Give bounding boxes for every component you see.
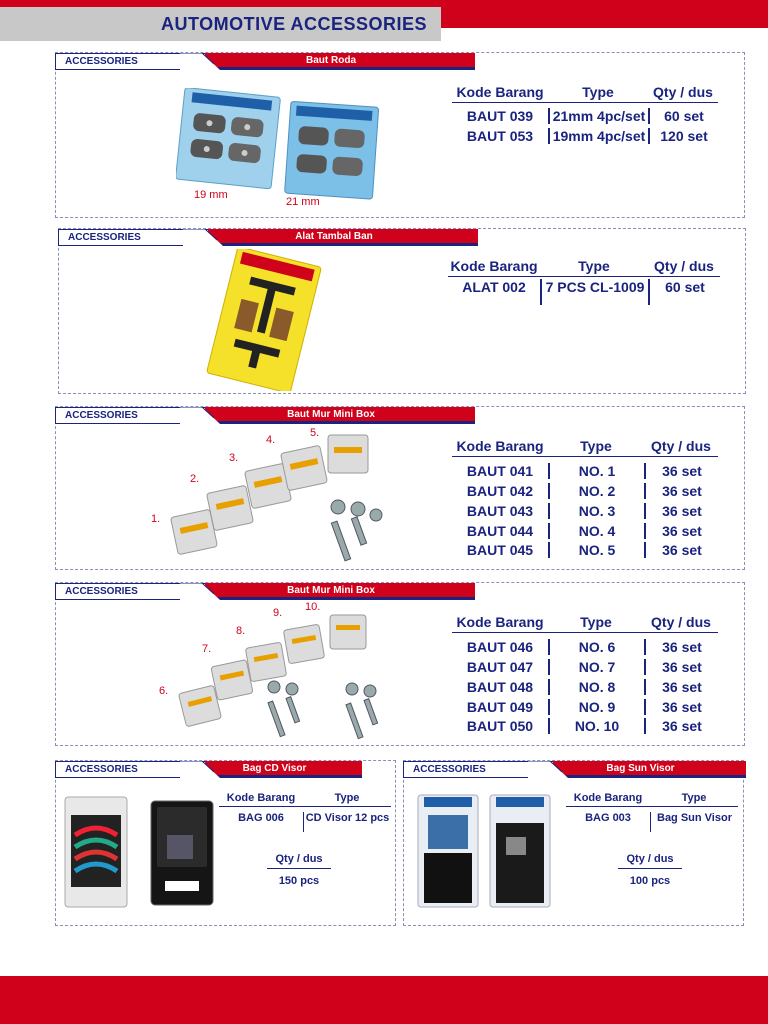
cell-code: BAUT 039	[466, 108, 534, 124]
section-tab	[55, 583, 475, 600]
table-row	[452, 521, 718, 541]
tab-slant-shape	[183, 229, 223, 246]
col-header-type: Type	[582, 83, 614, 100]
bag-table	[566, 791, 738, 832]
tab-category-label: ACCESSORIES	[55, 583, 205, 600]
section-alat-tambal-ban	[58, 228, 746, 394]
table-row	[452, 677, 718, 697]
cell-qty: 36 set	[644, 679, 718, 695]
cell-type: NO. 7	[548, 659, 644, 675]
product-image-mini-box-1-5	[166, 429, 396, 567]
section-baut-mur-mini-box-2	[55, 582, 745, 746]
cell-code: BAUT 053	[466, 128, 534, 144]
cell-type: NO. 8	[548, 679, 644, 695]
product-table	[452, 81, 718, 146]
cell-code: BAUT 041	[466, 463, 534, 479]
col-header-code: Kode Barang	[456, 437, 544, 454]
cell-type: NO. 5	[548, 542, 644, 558]
col-header-type: Type	[580, 437, 612, 454]
tab-category-label: ACCESSORIES	[55, 407, 205, 424]
cell-type: NO. 10	[548, 718, 644, 734]
tab-product-title: Baut Mur Mini Box	[187, 583, 475, 600]
section-tab	[55, 761, 362, 778]
image-label: 19 mm	[194, 189, 228, 201]
section-baut-mur-mini-box-1	[55, 406, 745, 570]
cell-qty: 36 set	[644, 503, 718, 519]
cell-type: NO. 1	[548, 463, 644, 479]
bag-table	[219, 791, 391, 832]
section-bag-sun-visor	[403, 760, 744, 926]
cell-type: 21mm 4pc/set	[548, 108, 648, 124]
col-header-type: Type	[681, 792, 707, 804]
tab-product-title: Bag CD Visor	[187, 761, 362, 778]
cell-qty: 120 set	[648, 128, 718, 144]
product-image-bag-cd-visor	[61, 795, 221, 909]
tab-slant-shape	[180, 53, 220, 70]
cell-qty: 36 set	[644, 483, 718, 499]
cell-code: BAUT 042	[466, 483, 534, 499]
image-label: 21 mm	[286, 196, 320, 208]
cell-code: BAUT 045	[466, 542, 534, 558]
col-header-code: Kode Barang	[456, 83, 544, 100]
col-header-type: Type	[334, 792, 360, 804]
cell-type: 19mm 4pc/set	[548, 128, 648, 144]
section-bag-cd-visor	[55, 760, 396, 926]
qty-block	[618, 853, 682, 887]
tab-category-label: ACCESSORIES	[55, 53, 205, 70]
image-label: 6.	[159, 685, 169, 697]
product-table	[448, 255, 720, 305]
cell-code: BAUT 047	[466, 659, 534, 675]
cell-type: NO. 6	[548, 639, 644, 655]
cell-qty: 60 set	[648, 279, 720, 305]
cell-type: NO. 9	[548, 699, 644, 715]
qty-header: Qty / dus	[267, 853, 331, 869]
section-tab	[403, 761, 746, 778]
table-row	[452, 106, 718, 126]
col-header-qty: Qty / dus	[651, 437, 711, 454]
cell-type: Bag Sun Visor	[650, 812, 738, 832]
col-header-code: Kode Barang	[573, 792, 643, 804]
cell-code: ALAT 002	[462, 279, 526, 295]
cell-code: BAUT 050	[466, 718, 534, 734]
cell-type: NO. 4	[548, 523, 644, 539]
cell-type: CD Visor 12 pcs	[303, 812, 391, 832]
table-row	[452, 697, 718, 717]
table-row	[452, 657, 718, 677]
image-label: 8.	[236, 625, 246, 637]
col-header-qty: Qty / dus	[653, 83, 713, 100]
product-image-alat-tambal-ban	[201, 249, 327, 391]
table-row	[452, 481, 718, 501]
cell-code: BAG 003	[585, 812, 631, 824]
table-header	[566, 791, 738, 807]
cell-code: BAUT 046	[466, 639, 534, 655]
cell-code: BAUT 044	[466, 523, 534, 539]
tab-slant-shape	[528, 761, 568, 778]
image-label: 7.	[202, 643, 212, 655]
table-row	[448, 279, 720, 305]
section-tab	[55, 407, 475, 424]
col-header-qty: Qty / dus	[654, 257, 714, 274]
table-row	[452, 461, 718, 481]
cell-code: BAG 006	[238, 812, 284, 824]
tab-product-title: Baut Roda	[187, 53, 475, 70]
product-table	[452, 435, 718, 559]
cell-type: NO. 2	[548, 483, 644, 499]
col-header-type: Type	[578, 257, 610, 274]
cell-qty: 36 set	[644, 639, 718, 655]
page-title: AUTOMOTIVE ACCESSORIES	[160, 13, 427, 34]
tab-slant-shape	[180, 761, 220, 778]
qty-value: 100 pcs	[629, 875, 671, 887]
section-tab	[58, 229, 478, 246]
col-header-code: Kode Barang	[226, 792, 296, 804]
tab-product-title: Alat Tambal Ban	[190, 229, 478, 246]
image-label: 4.	[266, 434, 276, 446]
cell-qty: 36 set	[644, 542, 718, 558]
col-header-qty: Qty / dus	[651, 613, 711, 630]
qty-block	[267, 853, 331, 887]
tab-slant-shape	[180, 583, 220, 600]
tab-product-title: Baut Mur Mini Box	[187, 407, 475, 424]
product-table	[452, 611, 718, 735]
image-label: 10.	[305, 601, 321, 613]
image-label: 2.	[190, 473, 200, 485]
tab-category-label: ACCESSORIES	[403, 761, 553, 778]
qty-value: 150 pcs	[278, 875, 320, 887]
cell-code: BAUT 043	[466, 503, 534, 519]
cell-type: 7 PCS CL-1009	[540, 279, 648, 305]
qty-header: Qty / dus	[618, 853, 682, 869]
table-header	[452, 435, 718, 457]
table-row	[219, 807, 391, 832]
section-tab	[55, 53, 475, 70]
cell-code: BAUT 048	[466, 679, 534, 695]
image-label: 9.	[273, 607, 283, 619]
table-row	[452, 541, 718, 559]
product-image-mini-box-6-10	[174, 605, 404, 743]
cell-code: BAUT 049	[466, 699, 534, 715]
tab-category-label: ACCESSORIES	[55, 761, 205, 778]
image-label: 3.	[229, 452, 239, 464]
section-baut-roda	[55, 52, 745, 218]
cell-qty: 36 set	[644, 699, 718, 715]
col-header-type: Type	[580, 613, 612, 630]
cell-qty: 36 set	[644, 463, 718, 479]
table-header	[219, 791, 391, 807]
tab-product-title: Bag Sun Visor	[535, 761, 746, 778]
table-row	[452, 717, 718, 735]
footer-red-bar	[0, 976, 768, 1024]
page-title-box	[0, 7, 441, 41]
cell-qty: 36 set	[644, 718, 718, 734]
col-header-code: Kode Barang	[450, 257, 538, 274]
table-row	[452, 126, 718, 146]
tab-slant-shape	[180, 407, 220, 424]
table-header	[448, 255, 720, 277]
tab-category-label: ACCESSORIES	[58, 229, 208, 246]
image-label: 5.	[310, 427, 320, 439]
table-row	[566, 807, 738, 832]
table-header	[452, 81, 718, 103]
table-header	[452, 611, 718, 633]
table-row	[452, 501, 718, 521]
image-label: 1.	[151, 513, 161, 525]
cell-qty: 36 set	[644, 659, 718, 675]
col-header-code: Kode Barang	[456, 613, 544, 630]
cell-qty: 36 set	[644, 523, 718, 539]
product-image-bag-sun-visor	[416, 793, 552, 911]
table-row	[452, 637, 718, 657]
cell-type: NO. 3	[548, 503, 644, 519]
cell-qty: 60 set	[648, 108, 718, 124]
